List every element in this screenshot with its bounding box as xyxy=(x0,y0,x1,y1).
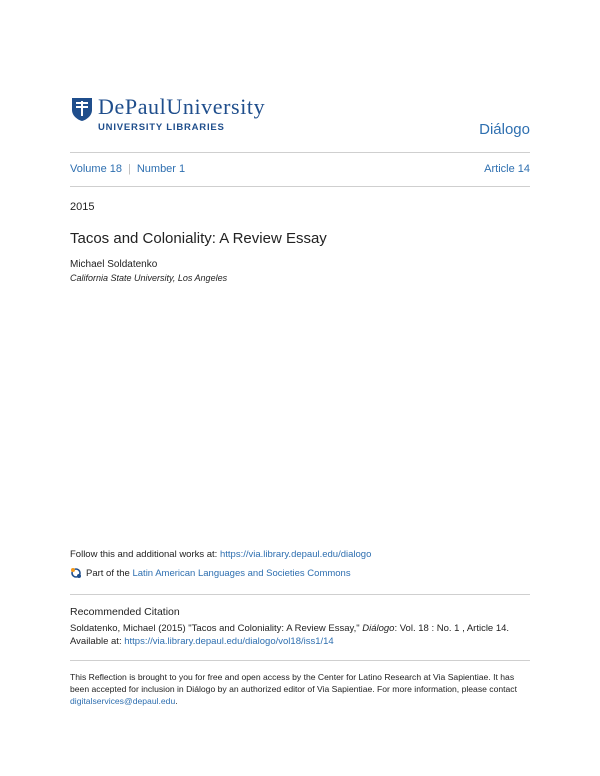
breadcrumb-separator: | xyxy=(127,163,131,175)
volume-link[interactable]: Volume 18 xyxy=(70,163,122,175)
notice-text: This Reflection is brought to you for free and open access by the Center for Latino Research at Via Sapientiae. It has been accepted for inclusion in Diálogo by an authorized editor of Via Sapientiae. For more information, please contact xyxy=(70,672,517,694)
contact-email-link[interactable]: digitalservices@depaul.edu xyxy=(70,696,176,706)
citation-divider xyxy=(70,594,530,595)
commons-link[interactable]: Latin American Languages and Societies Commons xyxy=(132,567,351,579)
notice-end: . xyxy=(175,696,178,706)
university-name: DePaulUniversity xyxy=(98,94,266,119)
access-notice xyxy=(70,671,530,707)
part-of-text: Part of the xyxy=(86,567,130,579)
follow-url-link[interactable]: https://via.library.depaul.edu/dialogo xyxy=(219,549,372,560)
author-affiliation: California State University, Los Angeles xyxy=(70,273,228,283)
article-number-link[interactable]: Article 14 xyxy=(484,163,530,175)
publication-year: 2015 xyxy=(70,201,95,213)
available-label: Available at: xyxy=(70,636,125,647)
article-title: Tacos and Coloniality: A Review Essay xyxy=(70,230,327,247)
issue-breadcrumb xyxy=(70,163,185,175)
citation-journal: Diálogo xyxy=(362,623,395,634)
number-link[interactable]: Number 1 xyxy=(136,163,186,175)
depaul-shield-icon xyxy=(70,96,94,122)
header-divider xyxy=(70,152,530,153)
citation-url-link[interactable]: https://via.library.depaul.edu/dialogo/vol18/iss1/14 xyxy=(124,636,334,647)
notice-divider xyxy=(70,660,530,661)
follow-text: Follow this and additional works at: xyxy=(70,549,220,560)
university-libraries-label: UNIVERSITY LIBRARIES xyxy=(98,122,225,133)
author-name: Michael Soldatenko xyxy=(70,259,158,270)
citation-start: Soldatenko, Michael (2015) "Tacos and Coloniality: A Review Essay," xyxy=(70,623,363,634)
citation-text xyxy=(70,622,530,648)
issue-divider xyxy=(70,186,530,187)
journal-title-link[interactable]: Diálogo xyxy=(479,121,530,138)
citation-end: : Vol. 18 : No. 1 , Article 14. xyxy=(394,623,510,634)
commons-network-icon xyxy=(70,567,82,579)
depaul-university-logo[interactable] xyxy=(70,96,265,133)
part-of-line xyxy=(70,567,351,579)
recommended-citation-heading: Recommended Citation xyxy=(70,606,180,618)
follow-line xyxy=(70,549,371,560)
